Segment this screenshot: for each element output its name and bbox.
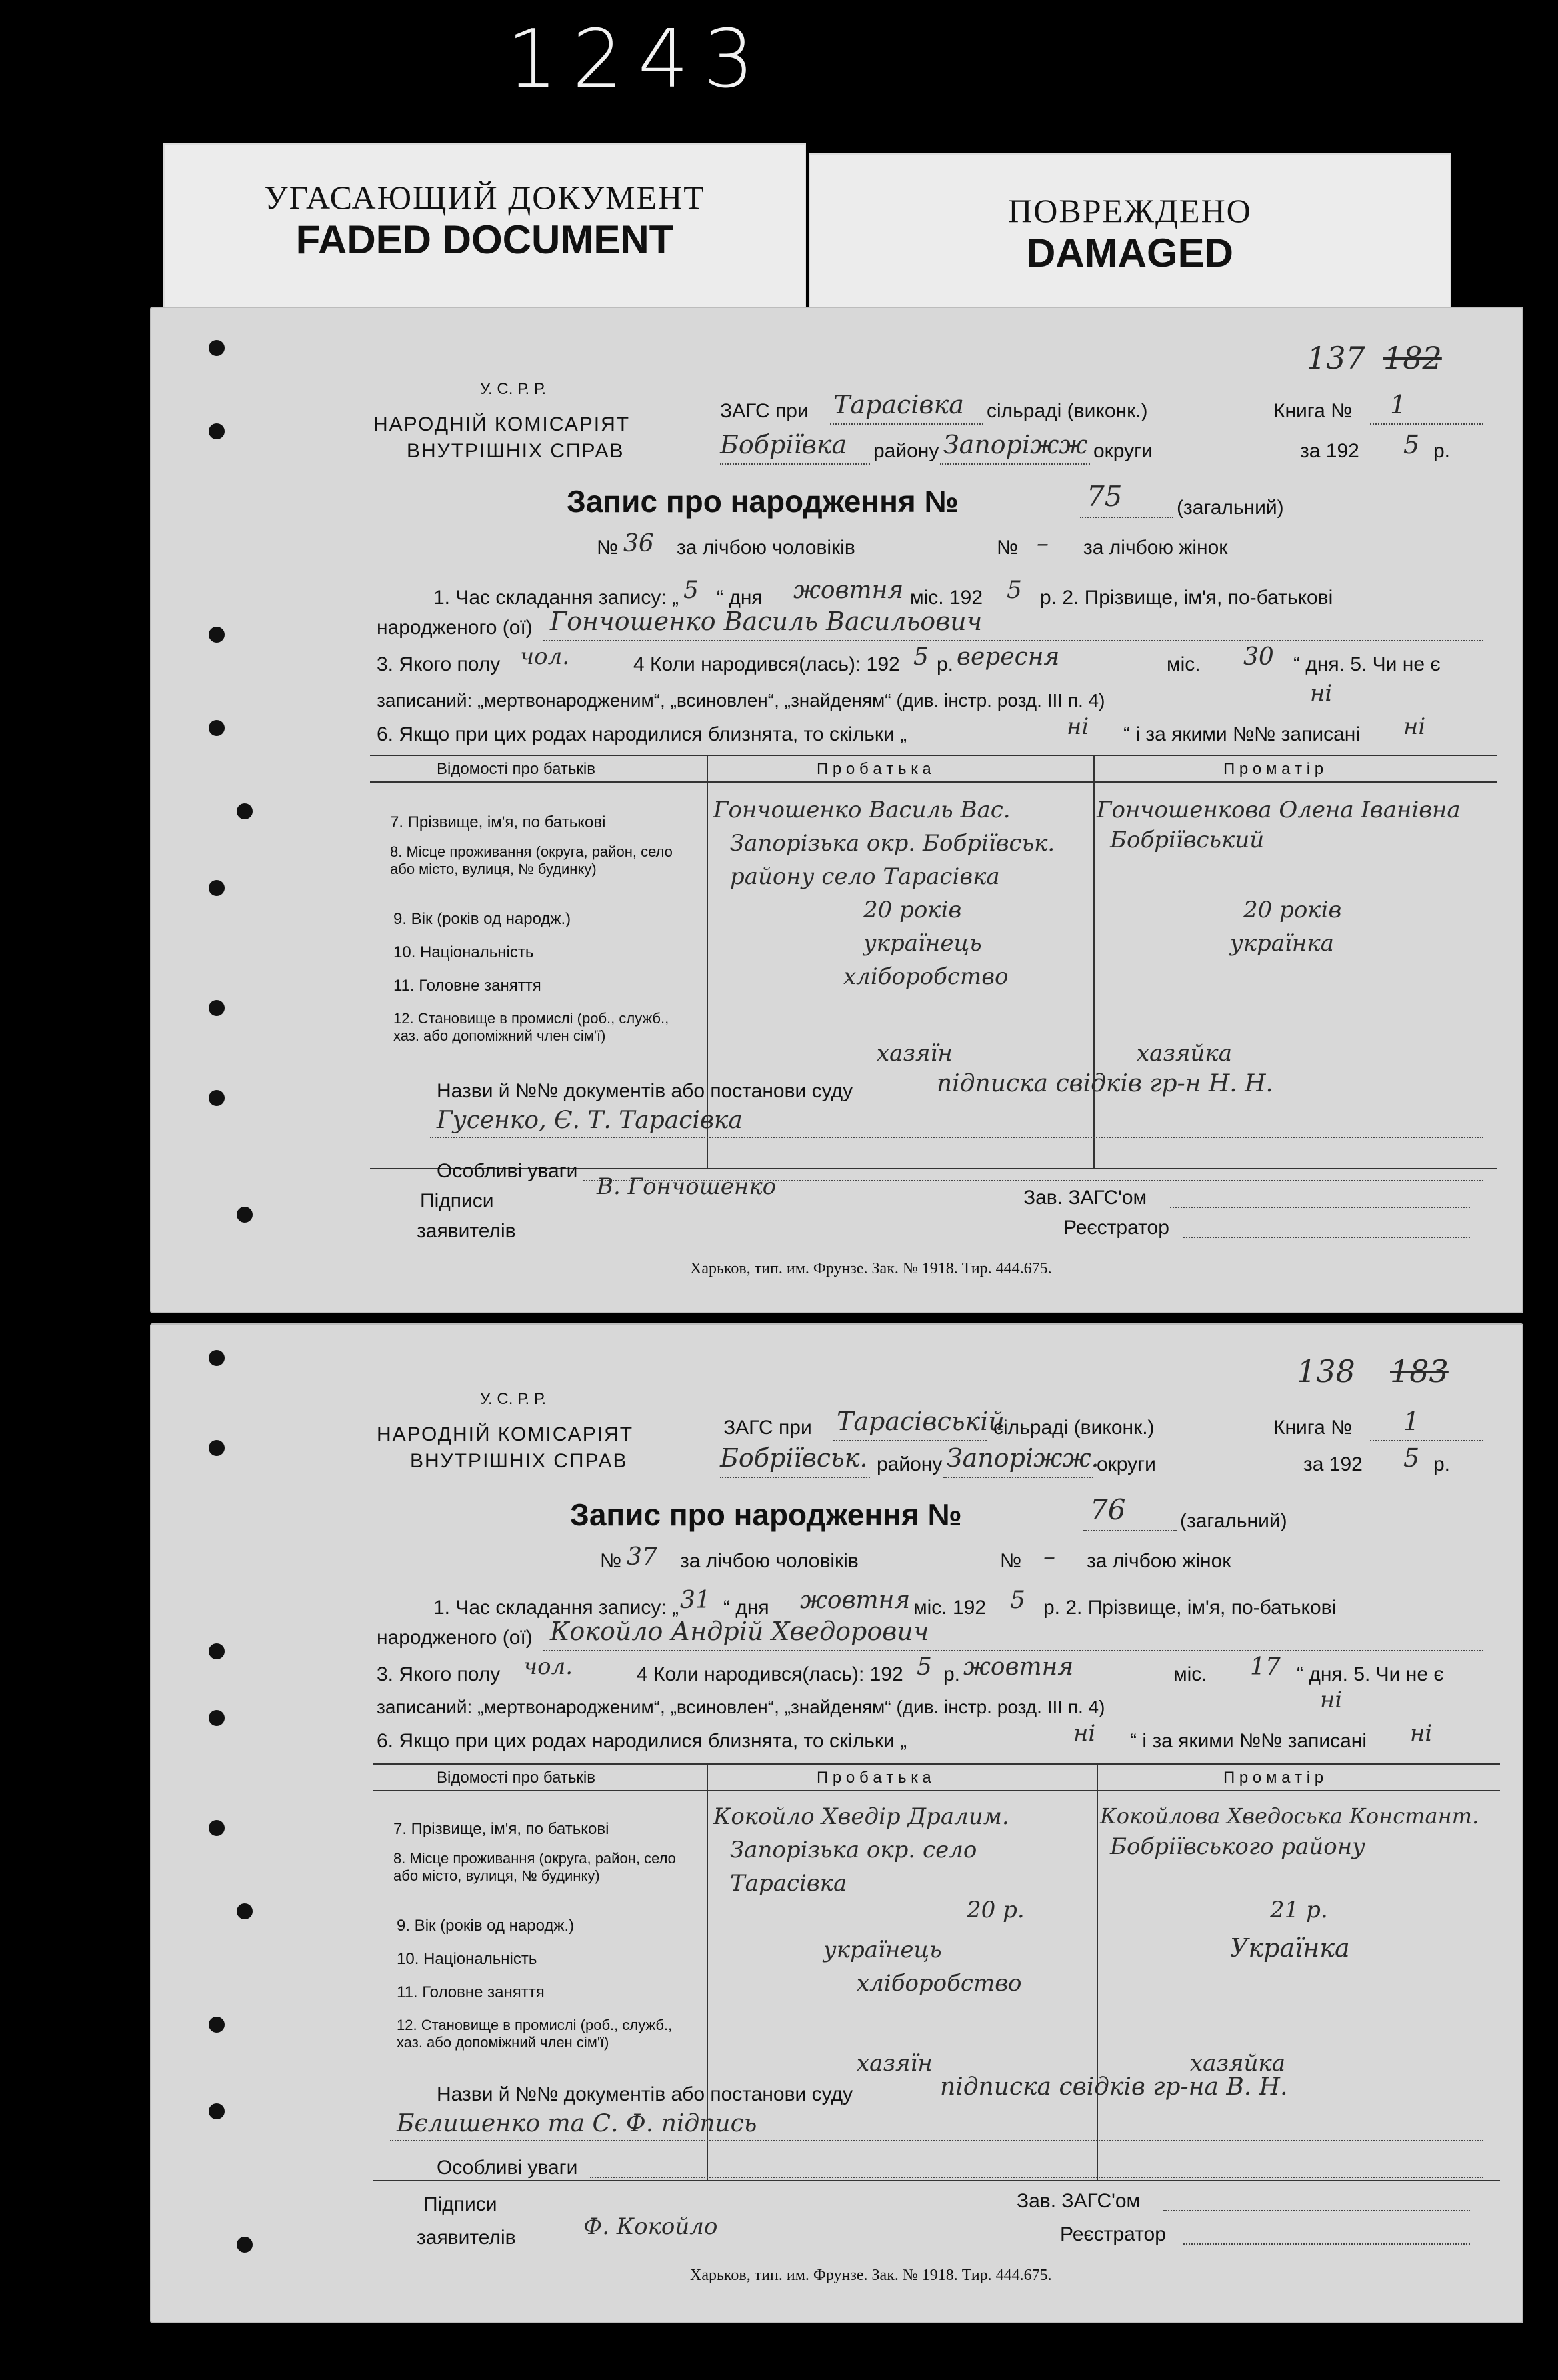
- q4-year: 5: [913, 643, 929, 671]
- page-mark-struck: 182: [1383, 340, 1442, 376]
- female-no-sign: №: [997, 537, 1019, 559]
- table-header-mother: П р о м а т і р: [1223, 1769, 1324, 1787]
- father-status: хазяїн: [877, 1040, 953, 1067]
- q3-label: 3. Якого полу: [377, 653, 501, 675]
- q5-line2: записаний: „мертвонародженим“, „всиновлен“, „знайденям“ (див. інстр. розд. III п. 4): [377, 690, 1105, 711]
- damaged-label-ru: ПОВРЕЖДЕНО: [1008, 192, 1252, 229]
- mother-nationality: Українка: [1230, 1933, 1350, 1963]
- general-label: (загальний): [1180, 1510, 1287, 1532]
- mother-residence: Бобріївського району: [1110, 1833, 1365, 1860]
- father-name: Гончошенко Василь Вас.: [713, 797, 1011, 823]
- printer-line: Харьков, тип. им. Фрунзе. Зак. № 1918. Тир. 444.675.: [690, 1260, 1052, 1277]
- signatures-label-2: заявителів: [417, 1220, 516, 1242]
- year-digit: 5: [1403, 1443, 1420, 1473]
- row-label-age: 9. Вік (років од народж.): [397, 1917, 575, 1935]
- female-count: –: [1037, 530, 1049, 557]
- record-title: Запис про народження №: [570, 1497, 962, 1532]
- signatures-label-2: заявителів: [417, 2227, 516, 2249]
- table-header-info: Відомості про батьків: [437, 760, 595, 778]
- mother-name: Кокойлова Хведоська Констант.: [1100, 1803, 1479, 1829]
- q6-label: 6. Якщо при цих родах народилися близнята, то скільки „: [377, 723, 907, 745]
- q1-mis: міс. 192: [910, 587, 983, 609]
- father-age: 20 років: [863, 897, 962, 923]
- q4-mis: міс.: [1173, 1663, 1207, 1685]
- q6-answer-2: ні: [1403, 713, 1426, 740]
- q1-month: жовтня: [793, 577, 904, 604]
- q1-day: 5: [683, 577, 699, 604]
- page-mark: 137: [1307, 340, 1365, 376]
- signatures-label-1: Підписи: [423, 2193, 497, 2215]
- q4-label: 4 Коли народився(лась): 192: [637, 1663, 903, 1685]
- q1-year: 5: [1010, 1587, 1025, 1614]
- commissariat-line-2: ВНУТРІШНІХ СПРАВ: [410, 1450, 628, 1472]
- q5-answer: ні: [1310, 680, 1333, 707]
- child-name: Кокойло Андрій Хведорович: [550, 1617, 929, 1646]
- q5-line2: записаний: „мертвонародженим“, „всиновлен“, „знайденям“ (див. інстр. розд. III п. 4): [377, 1697, 1105, 1717]
- applicant-signature: В. Гончошенко: [597, 1173, 777, 1200]
- q4-label: 4 Коли народився(лась): 192: [633, 653, 900, 675]
- commissariat-line-1: НАРОДНІЙ КОМІСАРІЯТ: [373, 413, 631, 435]
- district-value: Бобріївськ.: [720, 1443, 868, 1473]
- book-number: 1: [1390, 390, 1407, 419]
- q5-label: “ дня. 5. Чи не є: [1297, 1663, 1444, 1685]
- birth-month: вересня: [957, 643, 1060, 671]
- birth-record-form-2: [150, 1323, 1523, 2323]
- father-nationality: українець: [823, 1937, 942, 1963]
- father-occupation: хліборобство: [857, 1970, 1022, 1997]
- zags-pri-label: ЗАГС при: [723, 1417, 812, 1439]
- zags-pri-label: ЗАГС при: [720, 400, 809, 422]
- docs-label: Назви й №№ документів або постанови суду: [437, 1080, 853, 1102]
- ussr-header: У. С. Р. Р.: [480, 380, 547, 398]
- rayonu-label: району: [873, 440, 939, 462]
- book-number: 1: [1403, 1407, 1420, 1436]
- okruhy-label: округи: [1093, 440, 1153, 462]
- applicant-signature: Ф. Кокойло: [583, 2213, 718, 2240]
- table-header-info: Відомості про батьків: [437, 1769, 595, 1787]
- q1-mis: міс. 192: [913, 1597, 987, 1619]
- commissariat-line-1: НАРОДНІЙ КОМІСАРІЯТ: [377, 1423, 634, 1445]
- book-label: Книга №: [1273, 400, 1353, 422]
- village-value: Тарасівській: [837, 1407, 1005, 1436]
- row-label-nationality: 10. Національність: [397, 1950, 537, 1968]
- father-name: Кокойло Хведір Дралим.: [713, 1803, 1009, 1830]
- father-residence: Запорізька окр. Бобріївськ. району село Тарасівка: [730, 830, 1055, 890]
- row-label-occupation: 11. Головне заняття: [397, 1983, 545, 2001]
- q1-day: 31: [680, 1587, 711, 1614]
- record-number: 76: [1090, 1493, 1126, 1526]
- record-number: 75: [1087, 480, 1123, 513]
- table-header-father: П р о б а т ь к а: [817, 760, 931, 778]
- archive-number: 1243: [507, 13, 769, 106]
- q1-rest: р. 2. Прізвище, ім'я, по-батькові: [1043, 1597, 1337, 1619]
- row-label-status: 12. Становище в промислі (роб., служб., хаз. або допоміжний член сім'ї): [393, 1010, 669, 1044]
- q1-label: 1. Час складання запису: „: [433, 1597, 679, 1619]
- row-label-status: 12. Становище в промислі (роб., служб., хаз. або допоміжний член сім'ї): [397, 2017, 673, 2051]
- q1-month: жовтня: [800, 1587, 911, 1614]
- mother-name: Гончошенкова Олена Іванівна: [1097, 797, 1461, 823]
- q1-dnia: “ дня: [717, 587, 763, 609]
- birth-month: жовтня: [963, 1653, 1074, 1681]
- female-count-label: за лічбою жінок: [1083, 537, 1228, 559]
- male-count-label: за лічбою чоловіків: [677, 537, 855, 559]
- q6-answer-2: ні: [1410, 1720, 1433, 1747]
- father-nationality: українець: [863, 930, 982, 957]
- faded-label-en: FADED DOCUMENT: [295, 217, 674, 262]
- birth-day: 30: [1243, 643, 1274, 671]
- year-label: за 192: [1300, 440, 1359, 462]
- table-header-father: П р о б а т ь к а: [817, 1769, 931, 1787]
- row-label-name: 7. Прізвище, ім'я, по батькові: [393, 1820, 609, 1838]
- row-label-nationality: 10. Національність: [393, 943, 534, 961]
- ussr-header: У. С. Р. Р.: [480, 1390, 547, 1408]
- row-label-age: 9. Вік (років од народж.): [393, 910, 571, 928]
- row-label-name: 7. Прізвище, ім'я, по батькові: [390, 813, 606, 831]
- q6-answer: ні: [1073, 1720, 1096, 1747]
- birth-day: 17: [1250, 1653, 1281, 1681]
- sex-value: чол.: [523, 1653, 573, 1680]
- male-count-label: за лічбою чоловіків: [680, 1550, 859, 1572]
- female-no-sign: №: [1000, 1550, 1022, 1572]
- damaged-label-card: [809, 153, 1451, 323]
- district-value: Бобріївка: [720, 430, 847, 459]
- birth-record-form-1: [150, 307, 1523, 1313]
- female-count: –: [1043, 1543, 1055, 1571]
- row-label-residence: 8. Місце проживання (округа, район, село або місто, вулиця, № будинку): [393, 1850, 676, 1884]
- faded-label-card: [163, 143, 806, 313]
- q5-label: “ дня. 5. Чи не є: [1293, 653, 1441, 675]
- female-count-label: за лічбою жінок: [1087, 1550, 1231, 1572]
- q6-mid: “ і за якими №№ записані: [1130, 1730, 1367, 1752]
- year-label: за 192: [1303, 1453, 1363, 1475]
- q4-year: 5: [917, 1653, 932, 1681]
- okruh-value: Запоріжж.: [947, 1443, 1099, 1473]
- q1-label: 1. Час складання запису: „: [433, 587, 679, 609]
- q4-mis: міс.: [1167, 653, 1201, 675]
- page-mark-struck: 183: [1390, 1353, 1449, 1389]
- record-title: Запис про народження №: [567, 484, 959, 519]
- printer-line: Харьков, тип. им. Фрунзе. Зак. № 1918. Тир. 444.675.: [690, 2267, 1052, 2284]
- docs-label: Назви й №№ документів або постанови суду: [437, 2083, 853, 2105]
- q6-answer: ні: [1067, 713, 1089, 740]
- male-count: 36: [623, 530, 654, 557]
- father-status: хазяїн: [857, 2050, 933, 2077]
- year-r: р.: [1433, 1453, 1451, 1475]
- registrar-label: Реєстратор: [1063, 1217, 1169, 1239]
- q5-answer: ні: [1320, 1687, 1343, 1713]
- q1-dnia: “ дня: [723, 1597, 769, 1619]
- village-value: Тарасівка: [833, 390, 964, 419]
- okruhy-label: округи: [1097, 1453, 1156, 1475]
- q2-label: народженого (ої): [377, 617, 533, 639]
- okruh-value: Запоріжж: [943, 430, 1088, 459]
- father-occupation: хліборобство: [843, 963, 1009, 990]
- registrar-label: Реєстратор: [1060, 2223, 1166, 2245]
- zags-head-label: Зав. ЗАГС'ом: [1017, 2190, 1141, 2212]
- row-label-occupation: 11. Головне заняття: [393, 977, 541, 995]
- q6-mid: “ і за якими №№ записані: [1123, 723, 1361, 745]
- commissariat-line-2: ВНУТРІШНІХ СПРАВ: [407, 440, 625, 462]
- child-name: Гончошенко Василь Васильович: [550, 607, 983, 636]
- row-label-residence: 8. Місце проживання (округа, район, село або місто, вулиця, № будинку): [390, 843, 673, 877]
- silradi-label: сільраді (виконк.): [993, 1417, 1155, 1439]
- notes-label: Особливі уваги: [437, 1160, 578, 1182]
- faded-label-ru: УГАСАЮЩИЙ ДОКУМЕНТ: [264, 179, 705, 216]
- year-digit: 5: [1403, 430, 1420, 459]
- mother-age: 21 р.: [1270, 1897, 1328, 1923]
- q1-rest: р. 2. Прізвище, ім'я, по-батькові: [1040, 587, 1333, 609]
- silradi-label: сільраді (виконк.): [987, 400, 1148, 422]
- mother-status: хазяйка: [1190, 2050, 1285, 2077]
- q4-r: р.: [937, 653, 954, 675]
- year-r: р.: [1433, 440, 1451, 462]
- mother-nationality: українка: [1230, 930, 1334, 957]
- book-label: Книга №: [1273, 1417, 1353, 1439]
- rayonu-label: району: [877, 1453, 943, 1475]
- father-residence: Запорізька окр. село Тарасівка: [730, 1837, 977, 1897]
- general-label: (загальний): [1177, 497, 1284, 519]
- q2-label: народженого (ої): [377, 1627, 533, 1649]
- q3-label: 3. Якого полу: [377, 1663, 501, 1685]
- docs-value: підписка свідків гр-н Н. Н.: [937, 1070, 1273, 1097]
- docs-value-2: Гусенко, Є. Т. Тарасівка: [437, 1107, 743, 1134]
- notes-label: Особливі уваги: [437, 2157, 578, 2179]
- male-count: 37: [627, 1543, 657, 1571]
- signatures-label-1: Підписи: [420, 1190, 494, 1212]
- q6-label: 6. Якщо при цих родах народилися близнята, то скільки „: [377, 1730, 907, 1752]
- father-age: 20 р.: [967, 1897, 1025, 1923]
- q1-year: 5: [1007, 577, 1022, 604]
- docs-value: підписка свідків гр-на В. Н.: [940, 2073, 1288, 2101]
- male-no-sign: №: [600, 1550, 622, 1572]
- docs-value-2: Бєлишенко та С. Ф. підпись: [397, 2110, 757, 2137]
- mother-age: 20 років: [1243, 897, 1342, 923]
- table-header-mother: П р о м а т і р: [1223, 760, 1324, 778]
- mother-residence: Бобріївський: [1110, 827, 1265, 853]
- q4-r: р.: [943, 1663, 961, 1685]
- mother-status: хазяйка: [1137, 1040, 1232, 1067]
- sex-value: чол.: [520, 643, 570, 670]
- zags-head-label: Зав. ЗАГС'ом: [1023, 1187, 1147, 1209]
- damaged-label-en: DAMAGED: [1027, 231, 1233, 275]
- page-mark: 138: [1297, 1353, 1355, 1389]
- male-no-sign: №: [597, 537, 619, 559]
